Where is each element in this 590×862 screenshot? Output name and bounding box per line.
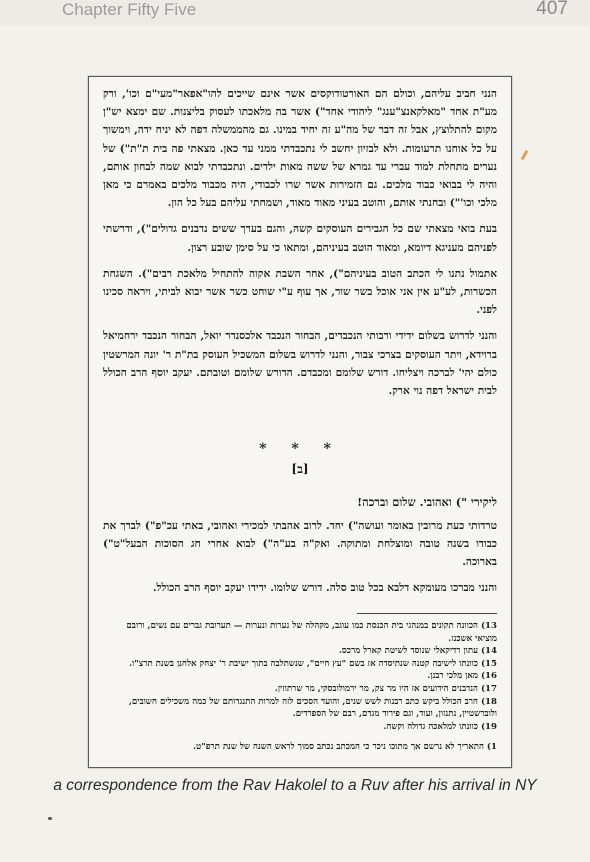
footnote: 13) הכוונה תקונים במנהגי בית הכנסת כמו עוגב, מקהלה של נערות ונערות — תערובת גברים עם נשים, ורובם מוציאי אשכנז. [126, 621, 497, 644]
letter-one-paragraph-1: הנני חביב עליהם, וכולם הם האורטודוקסים אשר אינם שייכים להו"אפאר"מעי"ם וכו', ורק מע"ת אחד "מאלקאנצ"ענג" ליהודי אחד") אשר בה מלאכתו לעסוק בליצנות. שם ימצא יש"ן מקום להתלוצץ, אבל זה דבר של מה"ע זה יחיד במינו. גם מהממשלה דפה לא יניח ידה, וימשוך על כל אוחנו תרעומות. ולא לבזיון יחשב לי נתכבדתי ממני עד כאן. מצאתי פה בית ת"ת") של נערים מתחלת למוד עברי עד גמרא של ששה מאות ילדים. ונתכבדתי לבוא שמה לבחון אותם, והיה לי בבואי כבוד מלכים. גם הזמירות אשר שרו לכבודי, היה מכבוד מלכים באמרם כי מאן מלכי וכו'") ובחנתי אותם, והוטב בעיני מאוד מאוד, ושמחתי עליהם בעל כל הון. [103, 88, 497, 210]
letter-body [103, 85, 497, 606]
running-head [0, 0, 590, 26]
letter-number: [ב] [291, 462, 309, 477]
footnote: 19) כוונתו למלאכה גדולה וקשה. [383, 721, 497, 732]
footnote: 15) כוונתו לישיבה קטנה שנתיסדה אז בשם "עץ חיים", שנשתלבה בתוך ישיבת ר' יצחק אלחנן בשנת תרצ"ו. [129, 658, 497, 669]
page-number: 407 [536, 0, 568, 19]
chapter-label: Chapter Fifty Five [62, 0, 197, 19]
letter-one-paragraph-2: בעת בואי מצאתי שם כל הגבירים העוסקים קשה, והגם בערך ששים נדבנים גדולים"), ודרשתי לפניהם מעניגא דיומא, ומאוד הוטב בעיניהם, ומתאו כי על סימן שובע רצון. [103, 223, 497, 254]
footnotes [103, 613, 497, 754]
letter-document [88, 76, 512, 768]
letter-two-paragraph-1: טרדותי כעת מרובין באומר ועושה") יחד. לרוב אהבתי למכירי ואהובי, באתי עכ"פ") לברך את כבודו בשנה טובה ומוצלחת ומתוקה. ואק"ה בע"ה") לבוא אחרי חג הסוכות הבעל"ט") בארוכה. [103, 519, 497, 569]
footnote-rule [357, 613, 497, 614]
letter-one-paragraph-4: והנני לדרוש בשלום ידידי ורבותי הנכבדים, הבחור הנכבד אלכסנדר יואל, הבחור הנכבד ירחמיאל ברוידא, ויתר העוסקים בצרכי צבור, והנני לדרוש בשלום המשכיל העוסק בת"ת ר' יונה המרשטין כולם יהי' לברכה ויצליחו. דורש שלומם ומכבדם. הדורש שלומם וטובתם. יעקב יוסף הרב הכולל לבית ישראל דפה נוי ארק. [103, 330, 497, 398]
footnote: 16) מאן מלכי רבנן. [427, 671, 497, 682]
footnote-date: 1) התאריך לא נרשם אך מתוכו ניכר כי המכתב נכתב סמוך לראש השנה של שנת תרפ"ט. [193, 742, 497, 753]
footnote: 18) הרב הכולל ביקש כתב רבנות לשש שנים, והועד הסכים לזה למרות התנגדותם של כמה משכילים חשובים, ולוברשטיין, נתנזון, ועוד, וגם פירוד מגדם, רבם של הספרדים. [128, 696, 497, 720]
letter-one-paragraph-3: אתמול נתנו לי הכתב הטוב בעיניהם"), אחר השבת אקוה להתחיל מלאכת רבים"). השגחת הכשרות, לע"ע אין אני אוכל בשר שור, אך עוף ע"י שוחט כשר אשר יבוא לביתי, ויראה סכינו לפני. [103, 267, 497, 317]
scan-speck [48, 817, 52, 820]
section-stars: * * * [259, 441, 341, 458]
letter-two-greeting: ליקירי ") ואהובי. שלום וברכה! [357, 494, 497, 509]
letter-two-paragraph-2: והנני מברכו מעומקא דלבא בכל טוב סלה. דורש שלומו. ידידו יעקב יוסף הרב הכולל. [152, 582, 497, 595]
footnote: 17) הנדבנים הידועים אז היו מר צק, מר ירמולובסקי, מר שרתוזין. [274, 683, 497, 694]
image-caption: a correspondence from the Rav Hakolel to a Ruv after his arrival in NY [53, 777, 537, 794]
paper-mark [521, 150, 529, 160]
footnote: 14) עתון רדיקאלי שנוסד לשיטת קארל מרכס. [338, 646, 497, 657]
